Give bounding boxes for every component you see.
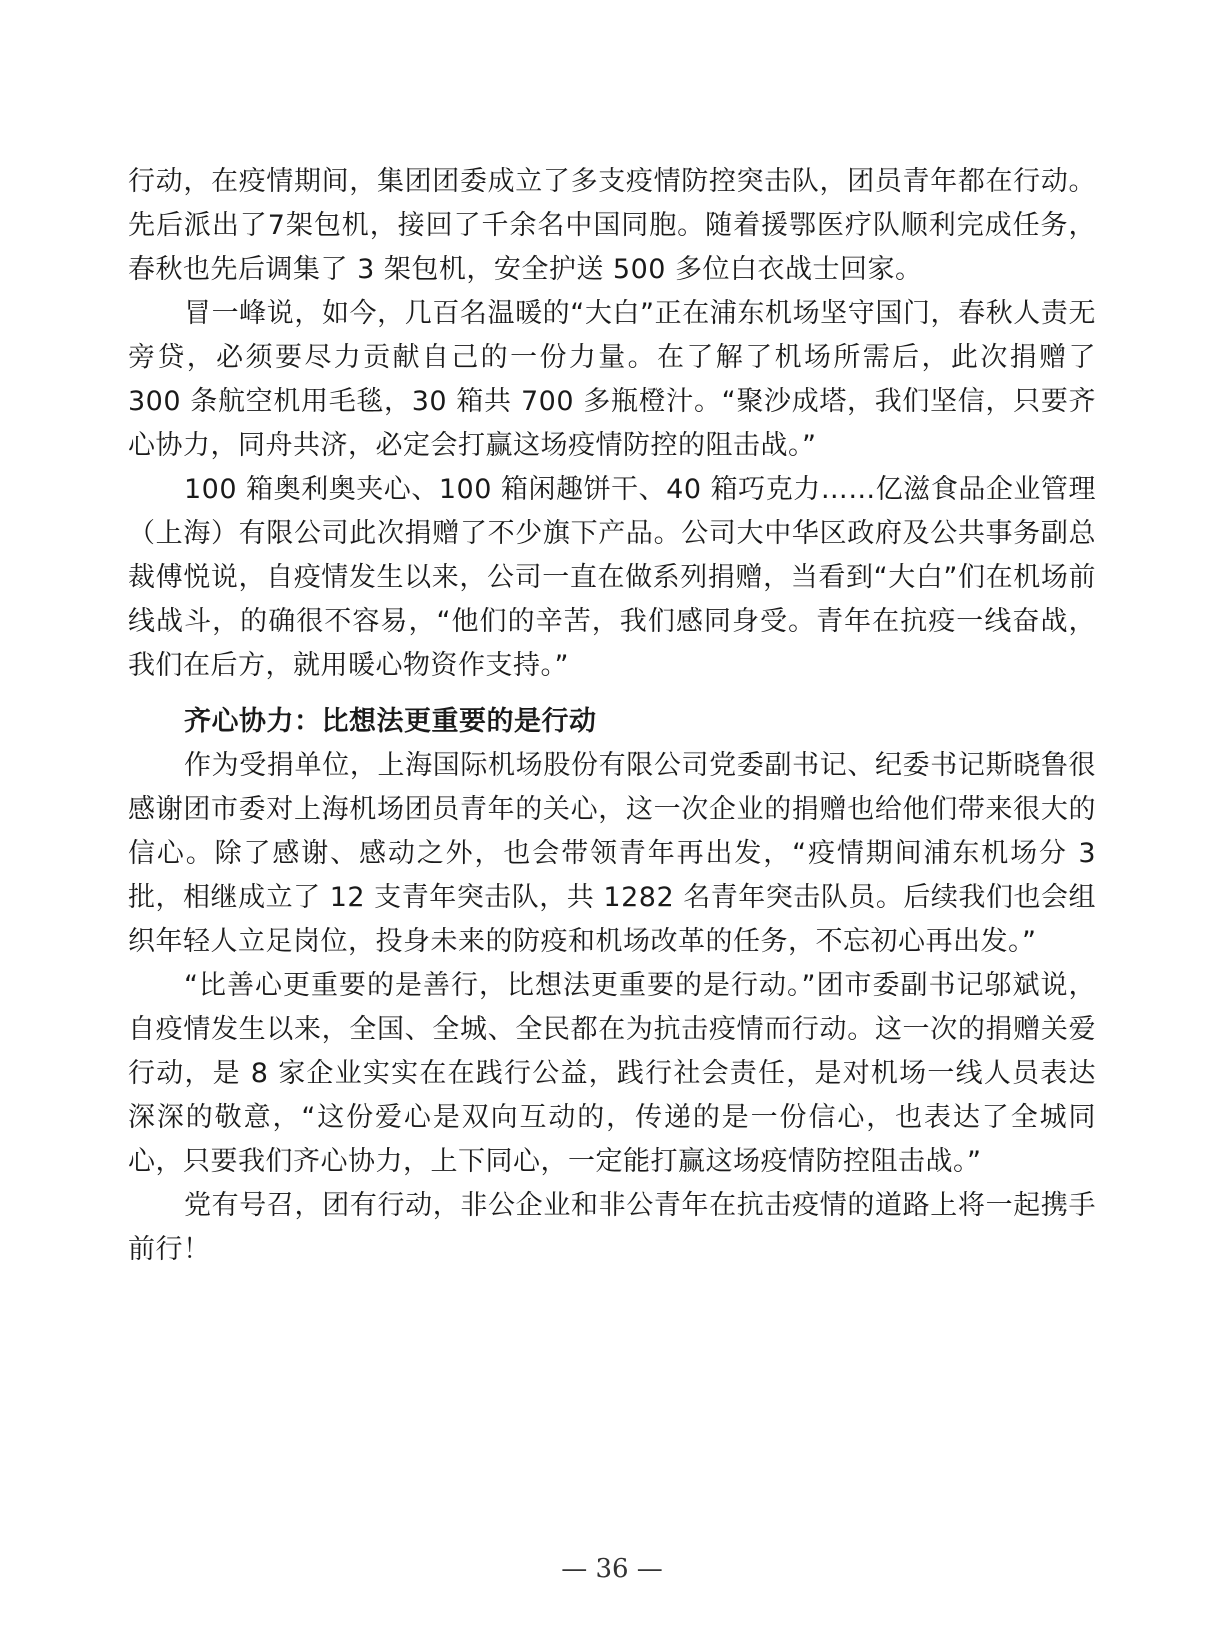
page-number: — 36 —: [561, 1554, 663, 1584]
paragraph-youth-league: “比善心更重要的是善行，比想法更重要的是行动。”团市委副书记邬斌说，自疫情发生以来，全国、全城、全民都在为抗击疫情而行动。这一次的捐赠关爱行动，是 8 家企业实实在在践行公益，践行社会责任，是对机场一线人员表达深深的敬意，“这份爱心是双向互动的，传递的是一份信心，也表达了全城同心，只要我们齐心协力，上下同心，一定能打赢这场疫情防控阻击战。”: [128, 970, 1096, 1177]
paragraph-continuation: 行动，在疫情期间，集团团委成立了多支疫情防控突击队，团员青年都在行动。先后派出了7架包机，接回了千余名中国同胞。随着援鄂医疗队顺利完成任务，春秋也先后调集了 3 架包机，安全护送 500 多位白衣战士回家。: [128, 166, 1096, 285]
paragraph-mao-yifeng: 冒一峰说，如今，几百名温暖的“大白”正在浦东机场坚守国门，春秋人责无旁贷，必须要尽力贡献自己的一份力量。在了解了机场所需后，此次捐赠了 300 条航空机用毛毯，30 箱共 700 多瓶橙汁。“聚沙成塔，我们坚信，只要齐心协力，同舟共济，必定会打赢这场疫情防控的阻击战。”: [128, 298, 1096, 461]
paragraph-mondelez: 100 箱奥利奥夹心、100 箱闲趣饼干、40 箱巧克力……亿滋食品企业管理（上海）有限公司此次捐赠了不少旗下产品。公司大中华区政府及公共事务副总裁傅悦说，自疫情发生以来，公司一直在做系列捐赠，当看到“大白”们在机场前线战斗，的确很不容易，“他们的辛苦，我们感同身受。青年在抗疫一线奋战，我们在后方，就用暖心物资作支持。”: [128, 474, 1096, 681]
document-body: [128, 160, 1096, 1272]
paragraph-airport: 作为受捐单位，上海国际机场股份有限公司党委副书记、纪委书记斯晓鲁很感谢团市委对上海机场团员青年的关心，这一次企业的捐赠也给他们带来很大的信心。除了感谢、感动之外，也会带领青年再出发，“疫情期间浦东机场分 3 批，相继成立了 12 支青年突击队，共 1282 名青年突击队员。后续我们也会组织年轻人立足岗位，投身未来的防疫和机场改革的任务，不忘初心再出发。”: [128, 750, 1096, 957]
section-heading: 齐心协力：比想法更重要的是行动: [184, 706, 597, 737]
paragraph-closing: 党有号召，团有行动，非公企业和非公青年在抗击疫情的道路上将一起携手前行！: [128, 1190, 1096, 1265]
